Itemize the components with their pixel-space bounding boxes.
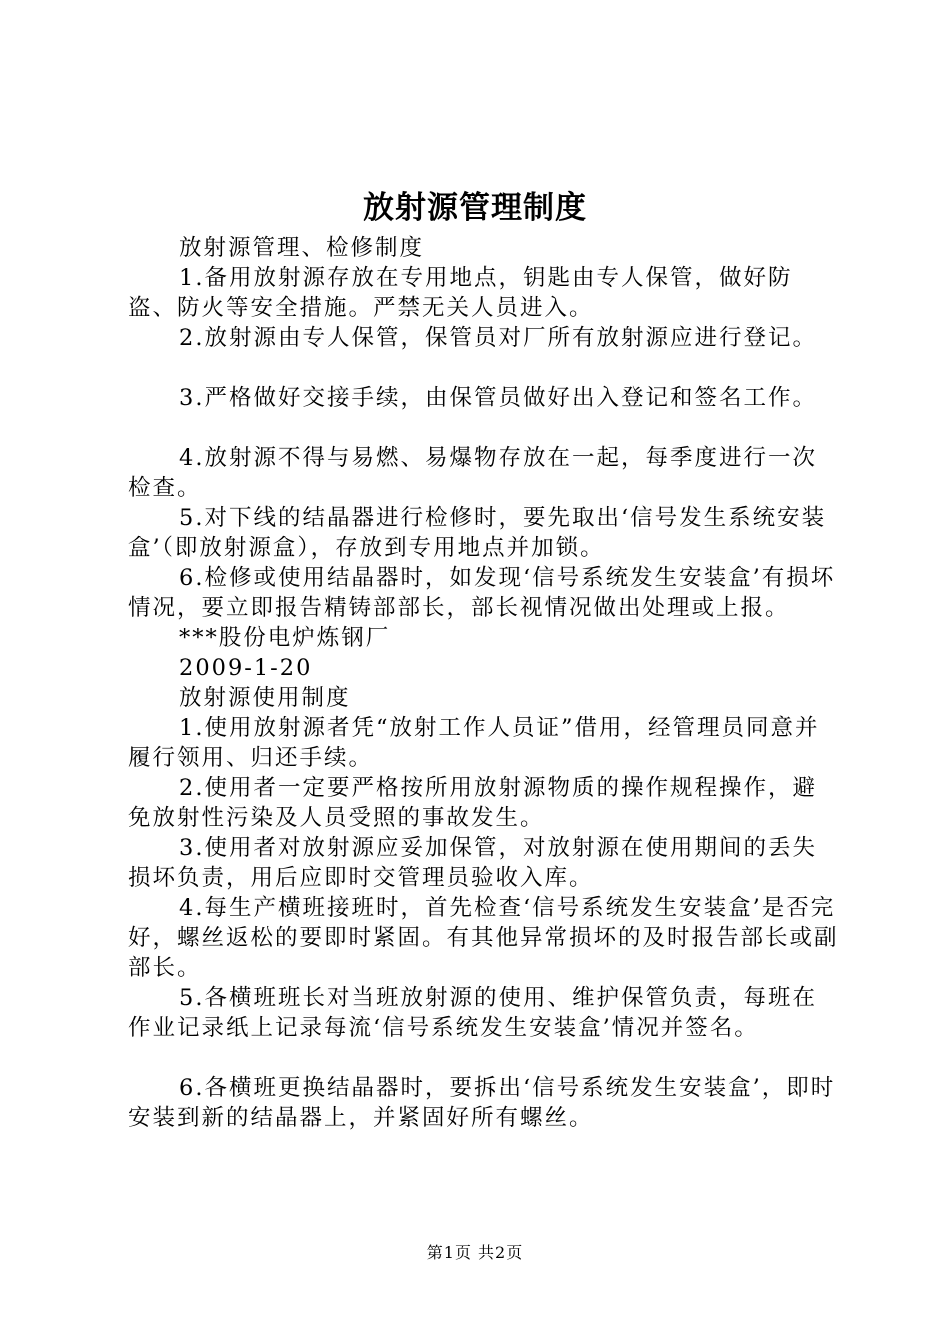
paragraph-usage-6: 6.各横班更换结晶器时，要拆出‘信号系统发生安装盒’，即时安装到新的结晶器上，并紧固好所有螺丝。 bbox=[128, 1075, 836, 1131]
issue-date: 2009-1-20 bbox=[179, 655, 313, 681]
paragraph-usage-1: 1.使用放射源者凭“放射工作人员证”借用，经管理员同意并履行领用、归还手续。 bbox=[128, 715, 820, 771]
paragraph-management-1: 1.备用放射源存放在专用地点，钥匙由专人保管，做好防盗、防火等安全措施。严禁无关人员进入。 bbox=[128, 265, 793, 321]
paragraph-usage-2: 2.使用者一定要严格按所用放射源物质的操作规程操作，避免放射性污染及人员受照的事故发生。 bbox=[128, 775, 817, 831]
paragraph-management-5: 5.对下线的结晶器进行检修时，要先取出‘信号发生系统安装盒’（即放射源盒），存放到专用地点并加锁。 bbox=[128, 505, 827, 561]
section-heading-usage: 放射源使用制度 bbox=[179, 685, 351, 711]
page-number-footer: 第1页 共2页 bbox=[426, 1243, 524, 1262]
paragraph-usage-5: 5.各横班班长对当班放射源的使用、维护保管负责，每班在作业记录纸上记录每流‘信号系统发生安装盒’情况并签名。 bbox=[128, 985, 817, 1041]
section-heading-management: 放射源管理、检修制度 bbox=[179, 235, 425, 261]
paragraph-usage-4: 4.每生产横班接班时，首先检查‘信号系统发生安装盒’是否完好，螺丝返松的要即时紧固。有其他异常损坏的及时报告部长或副部长。 bbox=[128, 895, 839, 981]
document-body bbox=[128, 233, 840, 1133]
paragraph-usage-3: 3.使用者对放射源应妥加保管，对放射源在使用期间的丢失损坏负责，用后应即时交管理员验收入库。 bbox=[128, 835, 817, 891]
issuer-name: ***股份电炉炼钢厂 bbox=[179, 625, 391, 651]
document-title: 放射源管理制度 bbox=[363, 190, 587, 226]
paragraph-management-3: 3.严格做好交接手续，由保管员做好出入登记和签名工作。 bbox=[179, 385, 817, 411]
paragraph-management-4: 4.放射源不得与易燃、易爆物存放在一起，每季度进行一次检查。 bbox=[128, 445, 817, 501]
paragraph-management-2: 2.放射源由专人保管，保管员对厂所有放射源应进行登记。 bbox=[179, 325, 817, 351]
paragraph-management-6: 6.检修或使用结晶器时，如发现‘信号系统发生安装盒’有损坏情况，要立即报告精铸部部长，部长视情况做出处理或上报。 bbox=[128, 565, 836, 621]
